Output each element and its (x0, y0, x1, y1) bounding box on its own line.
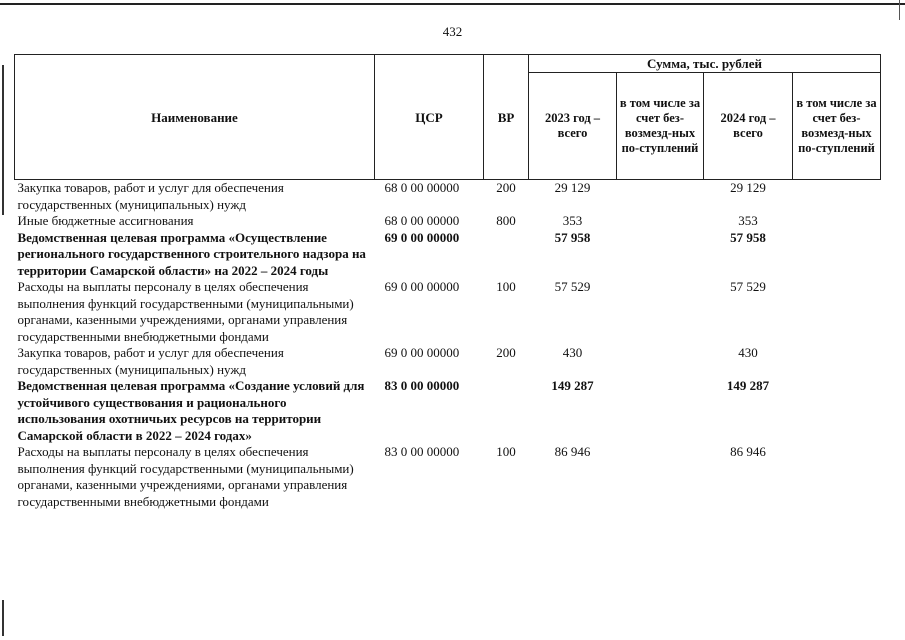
row-2023-total: 353 (562, 213, 583, 228)
margin-mark (899, 0, 900, 20)
table-row (15, 279, 881, 345)
top-rule (0, 3, 905, 5)
row-vr: 100 (496, 444, 516, 459)
header-name: Наименование (15, 55, 375, 180)
row-csr: 83 0 00 00000 (384, 378, 460, 393)
page-number: 432 (442, 24, 463, 39)
row-2024-free (793, 230, 881, 280)
row-csr: 69 0 00 00000 (384, 345, 460, 360)
row-2024-total: 57 958 (730, 229, 766, 245)
row-csr: 68 0 00 00000 (384, 180, 460, 195)
row-2023-free (617, 213, 704, 230)
header-vr: ВР (484, 55, 529, 180)
row-vr (484, 378, 529, 444)
table-row (15, 378, 881, 444)
row-2023-total: 149 287 (551, 378, 594, 393)
table-row (15, 444, 881, 510)
row-2023-free (617, 230, 704, 280)
row-2023-free (617, 279, 704, 345)
row-2024-total: 57 529 (730, 279, 766, 294)
row-2024-total: 86 946 (730, 444, 766, 459)
row-csr: 83 0 00 00000 (384, 444, 460, 459)
row-2023-free (617, 444, 704, 510)
row-2023-total: 86 946 (554, 444, 591, 459)
row-2024-free (793, 378, 881, 444)
header-2024-free: в том числе за счет без-возмезд-ных по-ступлений (793, 73, 881, 180)
row-name: Иные бюджетные ассигнования (17, 213, 194, 228)
row-vr: 100 (496, 279, 516, 294)
row-name: Закупка товаров, работ и услуг для обеспечения государственных (муниципальных) нужд (17, 345, 284, 377)
left-margin-bar (2, 600, 4, 636)
header-sum-group: Сумма, тыс. рублей (529, 55, 881, 73)
row-name: Ведомственная целевая программа «Осуществление регионального государственного строительного надзора на территории Самарской области» на 2022 – 2024 годы (17, 229, 366, 278)
row-2024-total: 29 129 (730, 180, 766, 195)
row-2024-free (793, 180, 881, 214)
row-vr: 800 (496, 213, 516, 228)
row-vr (484, 230, 529, 280)
row-2023-free (617, 378, 704, 444)
table-row (15, 345, 881, 378)
row-csr: 69 0 00 00000 (384, 229, 460, 245)
header-csr: ЦСР (375, 55, 484, 180)
row-2024-total: 149 287 (726, 378, 770, 393)
header-2023-total: 2023 год – всего (529, 73, 617, 180)
left-margin-bar (2, 65, 4, 215)
row-2023-total: 430 (562, 345, 583, 360)
table-row (15, 230, 881, 280)
row-2023-total: 57 529 (554, 279, 591, 294)
row-2024-total: 430 (738, 345, 758, 360)
row-2023-total: 57 958 (554, 229, 591, 245)
row-name: Ведомственная целевая программа «Создание условий для устойчивого существования и рационального использования охотничьих ресурсов на территории Самарской области в 2022 – 2024 годах» (17, 378, 365, 443)
row-2023-free (617, 180, 704, 214)
row-name: Расходы на выплаты персоналу в целях обеспечения выполнения функций государственными (муниципальными) органами, казенными учреждениями, органами управления государственными внебюджетными фондами (17, 444, 354, 509)
row-2024-free (793, 444, 881, 510)
row-csr: 68 0 00 00000 (384, 213, 460, 228)
budget-table (14, 54, 881, 510)
row-2024-free (793, 345, 881, 378)
row-2023-total: 29 129 (554, 180, 591, 195)
row-2024-free (793, 213, 881, 230)
table-row (15, 180, 881, 214)
table-row (15, 213, 881, 230)
row-name: Закупка товаров, работ и услуг для обеспечения государственных (муниципальных) нужд (17, 180, 284, 212)
row-csr: 69 0 00 00000 (384, 279, 460, 294)
header-2023-free: в том числе за счет без-возмезд-ных по-ступлений (617, 73, 704, 180)
row-2024-total: 353 (738, 213, 758, 228)
row-2023-free (617, 345, 704, 378)
row-2024-free (793, 279, 881, 345)
row-vr: 200 (496, 345, 516, 360)
table-body (15, 180, 881, 511)
row-vr: 200 (496, 180, 516, 195)
row-name: Расходы на выплаты персоналу в целях обеспечения выполнения функций государственными (муниципальными) органами, казенными учреждениями, органами управления государственными внебюджетными фондами (17, 279, 354, 344)
header-2024-total: 2024 год – всего (704, 73, 793, 180)
table-header (15, 55, 881, 180)
